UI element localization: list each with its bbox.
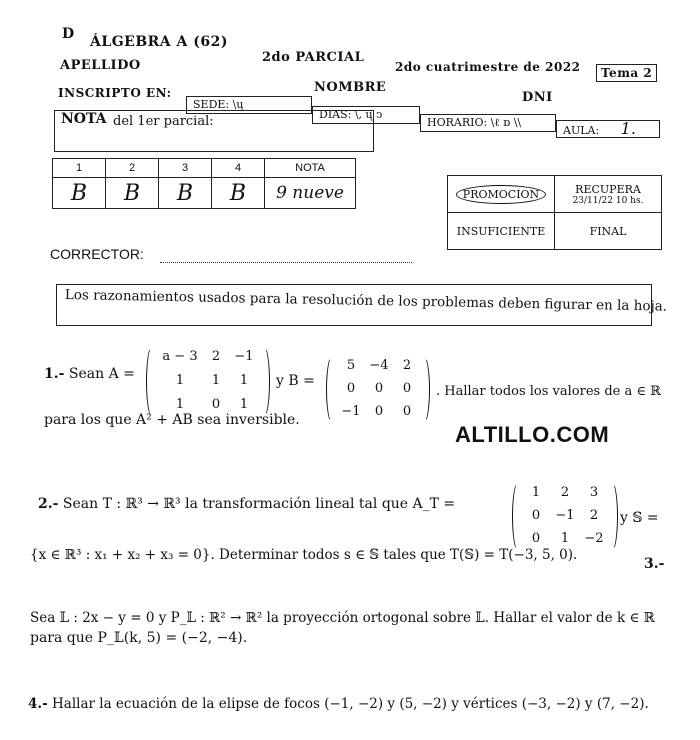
grade-value-4: B xyxy=(212,178,265,209)
matrix-a-cell: 2 xyxy=(211,349,221,364)
recupera-date: 23/11/22 10 hs. xyxy=(572,195,644,206)
problem-1-and-b: y B = xyxy=(276,373,315,389)
nota-primer-parcial-box[interactable] xyxy=(54,110,374,152)
status-insuficiente: INSUFICIENTE xyxy=(448,213,555,250)
problem-2-number: 2.- xyxy=(38,496,59,512)
exam-name: 2do PARCIAL xyxy=(262,50,365,65)
matrix-b-cell: 5 xyxy=(346,358,356,374)
matrix-a-cell: 1 xyxy=(175,373,185,388)
matrix-b-cell: 2 xyxy=(402,358,412,374)
horario-field[interactable]: HORARIO: \ℓ ɒ \\ xyxy=(420,114,556,132)
matrix-t-cell: −1 xyxy=(555,508,575,523)
problem-3-line1: Sea 𝕃 : 2x − y = 0 y P_𝕃 : ℝ² → ℝ² la proyección ortogonal sobre 𝕃. Hallar el valor de k ∈ ℝ xyxy=(30,610,655,626)
sede-field[interactable]: SEDE: \ų xyxy=(186,96,312,114)
grade-header-1: 1 xyxy=(53,159,106,178)
matrix-t-cell: 1 xyxy=(560,531,570,547)
problem-1-tail: . Hallar todos los valores de a ∈ ℝ xyxy=(436,384,661,399)
matrix-a-right-bracket xyxy=(258,346,270,417)
matrix-t-cell: −2 xyxy=(584,531,604,547)
aula-field[interactable] xyxy=(556,120,660,138)
problem-1-number: 1.- xyxy=(44,366,65,382)
nombre-label: NOMBRE xyxy=(314,80,387,95)
course-title: ÁLGEBRA A (62) xyxy=(90,34,229,50)
grade-header-2: 2 xyxy=(106,159,159,178)
matrix-a-cell: 1 xyxy=(211,373,221,388)
altillo-logo: ALTILLO.COM xyxy=(455,422,610,447)
matrix-t-cell: 0 xyxy=(531,508,541,523)
problem-1-line2: para los que A² + AB sea inversible. xyxy=(44,412,300,428)
matrix-b-cell: 0 xyxy=(346,381,356,396)
matrix-a xyxy=(146,346,270,418)
corrector-line[interactable] xyxy=(160,262,412,263)
status-final: FINAL xyxy=(555,213,662,250)
apellido-label: APELLIDO xyxy=(60,58,141,73)
status-promocion xyxy=(448,176,555,213)
grade-value-nota: 9 nueve xyxy=(265,178,356,209)
matrix-a-cell: −1 xyxy=(234,349,254,364)
aula-label: AULA: xyxy=(563,124,600,137)
matrix-b-cell: 0 xyxy=(402,403,412,419)
aula-value: 1. xyxy=(620,119,636,138)
matrix-t-right-bracket xyxy=(606,482,618,551)
problem-2-intro xyxy=(38,496,455,512)
inscripto-label: INSCRIPTO EN: xyxy=(58,86,172,100)
problem-1-intro xyxy=(44,366,135,382)
matrix-a-left-bracket xyxy=(146,346,158,417)
dni-label: DNI xyxy=(522,90,553,105)
problem-3-number: 3.- xyxy=(644,556,665,572)
matrix-a-cell: 1 xyxy=(239,373,249,388)
matrix-t-cell: 2 xyxy=(560,484,570,500)
matrix-b-left-bracket xyxy=(326,356,338,423)
problem-1-intro-text: Sean A = xyxy=(68,366,135,382)
problem-4-number: 4.- xyxy=(28,696,48,712)
matrix-a-cell: 0 xyxy=(211,397,221,412)
problem-2-line2: {x ∈ ℝ³ : x₁ + x₂ + x₃ = 0}. Determinar todos s ∈ 𝕊 tales que T(𝕊) = T(−3, 5, 0). xyxy=(30,547,578,563)
matrix-t-cell: 3 xyxy=(589,484,599,500)
nota-label: NOTA xyxy=(61,111,107,127)
corrector-label: CORRECTOR: xyxy=(50,246,144,262)
problem-4-text: Hallar la ecuación de la elipse de focos (−1, −2) y (5, −2) y vértices (−3, −2) y (7, −2). xyxy=(52,696,649,712)
matrix-b-cell: 0 xyxy=(402,381,412,396)
problem-3-line2: para que P_𝕃(k, 5) = (−2, −4). xyxy=(30,630,248,646)
matrix-t-cell: 0 xyxy=(531,531,541,547)
dias-field[interactable]: DIAS: \, ų ↄ xyxy=(312,106,420,124)
grade-value-3: B xyxy=(159,178,212,209)
problem-2-tail: y 𝕊 = xyxy=(620,510,659,526)
matrix-b-cell: −4 xyxy=(369,358,389,374)
grade-header-nota: NOTA xyxy=(265,159,356,178)
grade-value-2: B xyxy=(106,178,159,209)
recupera-label: RECUPERA xyxy=(575,182,641,196)
matrix-t xyxy=(512,482,618,552)
matrix-t-left-bracket xyxy=(512,482,524,551)
nota-rest-label: del 1er parcial: xyxy=(113,114,214,129)
problem-4 xyxy=(28,696,649,712)
exam-letter: D xyxy=(62,26,75,42)
tema-badge: Tema 2 xyxy=(596,64,657,82)
matrix-t-cell: 2 xyxy=(589,508,599,523)
matrix-b-cell: 0 xyxy=(374,403,384,419)
matrix-a-cell: a − 3 xyxy=(162,349,198,364)
matrix-b xyxy=(326,356,430,424)
status-recupera xyxy=(555,176,662,213)
promocion-circled: PROMOCION xyxy=(456,185,546,204)
matrix-b-cell: 0 xyxy=(374,381,384,396)
exam-term: 2do cuatrimestre de 2022 xyxy=(395,60,581,74)
grade-header-3: 3 xyxy=(159,159,212,178)
matrix-a-cell: 1 xyxy=(175,397,185,412)
notice-box xyxy=(56,284,668,326)
matrix-a-cell: 1 xyxy=(239,397,249,412)
problem-2-intro-text: Sean T : ℝ³ → ℝ³ la transformación lineal tal que A_T = xyxy=(62,496,456,512)
status-table xyxy=(447,175,662,250)
grade-header-4: 4 xyxy=(212,159,265,178)
matrix-b-cell: −1 xyxy=(341,403,361,419)
matrix-t-cell: 1 xyxy=(531,484,541,500)
grades-table xyxy=(52,158,356,209)
notice-text: Los razonamientos usados para la resolución de los problemas deben figurar en la hoja. xyxy=(64,287,668,315)
grade-value-1: B xyxy=(53,178,106,209)
